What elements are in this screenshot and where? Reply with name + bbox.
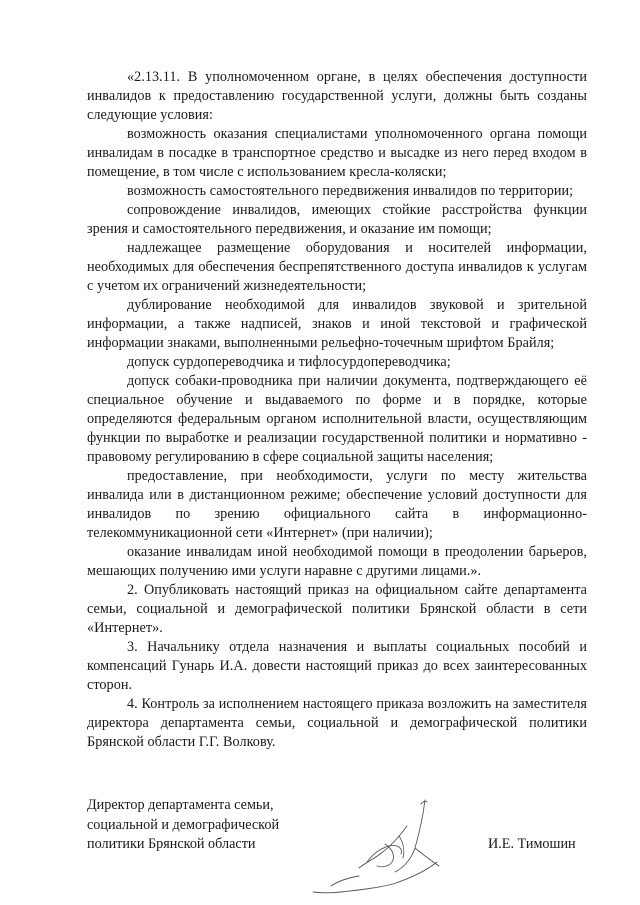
document-body — [87, 68, 587, 752]
paragraph-other-assistance: оказание инвалидам иной необходимой помощи в преодолении барьеров, мешающих получению ими услуги наравне с другими лицами.». — [87, 544, 587, 579]
signature-block — [87, 796, 607, 896]
paragraph-clause-2-13-11: «2.13.11. В уполномоченном органе, в целях обеспечения доступности инвалидов к предоставлению государственной услуги, должны быть созданы следующие условия: — [87, 69, 587, 123]
paragraph-remote-service: предоставление, при необходимости, услуги по месту жительства инвалида или в дистанционном режиме; обеспечение условий доступности для инвалидов по зрению официального сайта в информационно-телекоммуникационной сети «Интернет» (при наличии); — [87, 468, 587, 541]
paragraph-independent-movement: возможность самостоятельного передвижения инвалидов по территории; — [127, 183, 574, 199]
paragraph-braille-duplication: дублирование необходимой для инвалидов звуковой и зрительной информации, а также надписей, знаков и иной текстовой и графической информации знаками, выполненными рельефно-точечным шрифтом Брайля; — [87, 297, 587, 351]
signatory-title: Директор департамента семьи, социальной и демографической политики Брянской области — [87, 797, 280, 852]
handwritten-signature — [307, 796, 477, 896]
paragraph-item-2-publish: 2. Опубликовать настоящий приказ на официальном сайте департамента семьи, социальной и демографической политики Брянской области в сети «Интернет». — [87, 582, 587, 636]
paragraph-guide-dog: допуск собаки-проводника при наличии документа, подтверждающего её специальное обучение и выдаваемого по форме и в порядке, которые определяются федеральным органом исполнительной власти, осуществляющим функции по выработке и реализации государственной политики и нормативно - правовому регулированию в сфере социальной защиты населения; — [87, 373, 587, 465]
paragraph-sign-interpreter: допуск сурдопереводчика и тифлосурдопереводчика; — [127, 354, 451, 370]
paragraph-equipment-placement: надлежащее размещение оборудования и носителей информации, необходимых для обеспечения беспрепятственного доступа инвалидов к услугам с учетом их ограничений жизнедеятельности; — [87, 240, 587, 294]
paragraph-item-3-notify: 3. Начальнику отдела назначения и выплаты социальных пособий и компенсаций Гунарь И.А. довести настоящий приказ до всех заинтересованных сторон. — [87, 639, 587, 693]
paragraph-escort: сопровождение инвалидов, имеющих стойкие расстройства функции зрения и самостоятельного передвижения, и оказание им помощи; — [87, 202, 587, 237]
signatory-name: И.Е. Тимошин — [488, 836, 576, 852]
paragraph-assistance-boarding: возможность оказания специалистами уполномоченного органа помощи инвалидам в посадке в транспортное средство и высадке из него перед входом в помещение, в том числе с использованием кресла-коляски; — [87, 126, 587, 180]
paragraph-item-4-control: 4. Контроль за исполнением настоящего приказа возложить на заместителя директора департамента семьи, социальной и демографической политики Брянской области Г.Г. Волкову. — [87, 696, 587, 750]
